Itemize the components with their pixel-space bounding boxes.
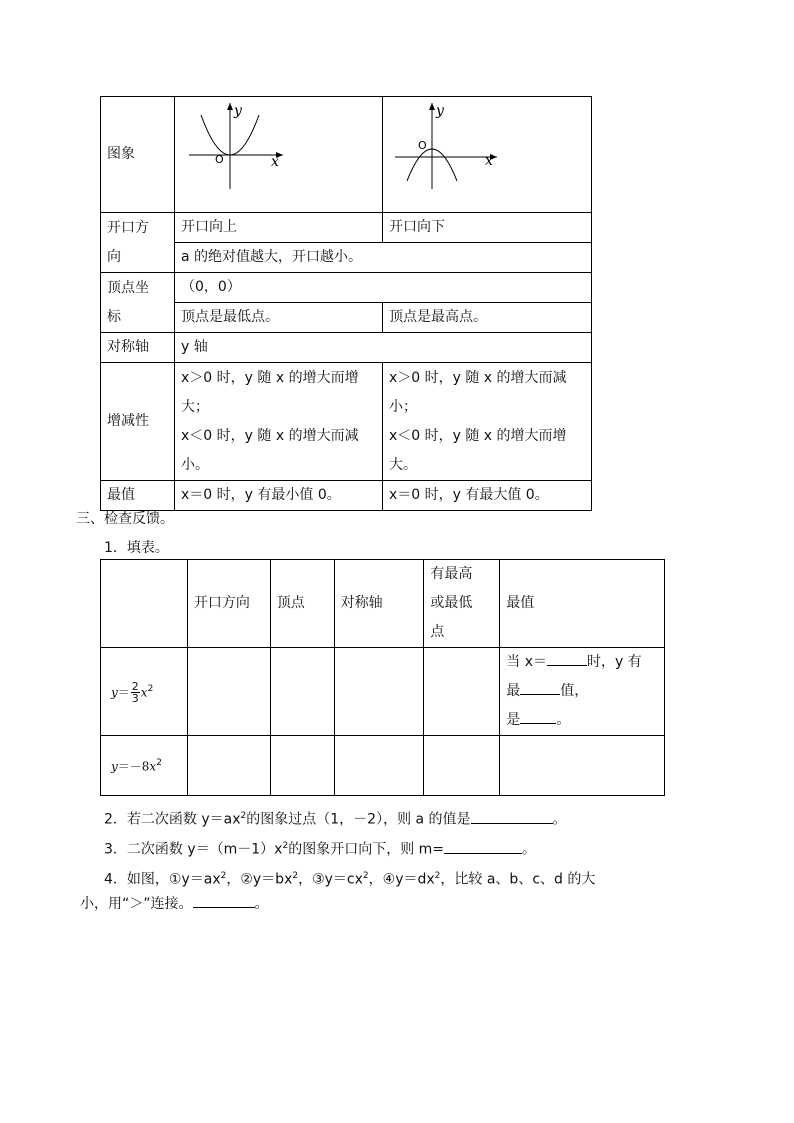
section-heading: 三、检查反馈。 bbox=[76, 511, 174, 527]
q4-func-c: ，③y＝cx bbox=[298, 871, 363, 888]
header-axis: 对称轴 bbox=[334, 560, 424, 648]
answer-cell-2-point[interactable] bbox=[424, 736, 500, 796]
graph-down-cell bbox=[382, 97, 591, 213]
opening-down-cell: 开口向下 bbox=[382, 213, 591, 243]
graph-down-x-label: x bbox=[484, 153, 493, 169]
header-high-low-line1: 有最高 bbox=[430, 566, 473, 582]
func2-var: x bbox=[149, 759, 157, 774]
header-high-low-line3: 点 bbox=[430, 624, 445, 640]
graph-down-y-label: y bbox=[435, 103, 444, 119]
graph-up-x-label: x bbox=[271, 154, 279, 170]
func1-fraction bbox=[131, 681, 140, 704]
fill-in-table bbox=[100, 559, 665, 796]
q4-text-end: 。 bbox=[254, 896, 269, 912]
extreme-text-most: 最 bbox=[506, 683, 521, 699]
row-label-axis: 对称轴 bbox=[101, 333, 175, 363]
q4-answer-blank[interactable] bbox=[193, 893, 255, 908]
question-1: 1．填表。 bbox=[104, 540, 169, 556]
q2-exponent: 2 bbox=[240, 811, 247, 821]
mono-right-line2: 小； bbox=[388, 398, 417, 415]
func2-eq: ＝－8 bbox=[117, 759, 150, 774]
q3-answer-blank[interactable] bbox=[444, 839, 522, 854]
header-extreme: 最值 bbox=[500, 560, 665, 648]
extreme-text-period: 。 bbox=[556, 712, 571, 728]
answer-cell-1-point[interactable] bbox=[424, 648, 500, 736]
mono-right-line4: 大。 bbox=[388, 456, 417, 473]
monotonic-right-cell bbox=[382, 363, 591, 481]
answer-cell-1-extreme bbox=[500, 648, 665, 736]
q2-text-middle: 的图象过点（1，－2），则 a 的值是 bbox=[246, 811, 471, 828]
graph-up-origin-label: O bbox=[215, 153, 224, 166]
header-high-low-line2: 或最低 bbox=[430, 595, 473, 611]
opening-note-cell: a 的绝对值越大，开口越小。 bbox=[175, 243, 592, 273]
vertex-lowest-cell: 顶点是最低点。 bbox=[175, 303, 383, 333]
mono-left-line1: x＞0 时，y 随 x 的增大而增 bbox=[181, 369, 359, 386]
vertex-highest-cell: 顶点是最高点。 bbox=[382, 303, 591, 333]
row-label-opening bbox=[101, 213, 175, 273]
row-label-vertex bbox=[101, 273, 175, 333]
func1-var: x bbox=[140, 685, 148, 700]
mono-left-line4: 小。 bbox=[181, 456, 210, 473]
mono-left-line3: x＜0 时，y 随 x 的增大而减 bbox=[181, 427, 359, 444]
q4-exp-d: 2 bbox=[434, 871, 441, 881]
q4-func-b: ，②y＝bx bbox=[226, 871, 293, 888]
header-empty-cell bbox=[101, 560, 188, 648]
row-label-opening-line2: 向 bbox=[107, 248, 121, 265]
header-high-low-point bbox=[424, 560, 500, 648]
properties-table bbox=[100, 96, 592, 511]
func1-eq: ＝ bbox=[117, 685, 130, 700]
func1-exp: 2 bbox=[147, 684, 154, 695]
row-label-extreme: 最值 bbox=[101, 481, 175, 511]
answer-cell-1-axis[interactable] bbox=[334, 648, 424, 736]
blank-extreme-value[interactable] bbox=[520, 709, 556, 724]
answer-cell-2-axis[interactable] bbox=[334, 736, 424, 796]
func1-numerator: 2 bbox=[131, 680, 139, 694]
vertex-cell: （0，0） bbox=[175, 273, 592, 303]
blank-max-min[interactable] bbox=[520, 680, 560, 695]
extreme-text-value: 值， bbox=[560, 683, 589, 699]
func2-lhs: y bbox=[111, 759, 118, 774]
function-cell-1 bbox=[101, 648, 188, 736]
parabola-down-graph bbox=[383, 97, 591, 201]
q3-exponent: 2 bbox=[282, 841, 289, 851]
row-label-vertex-line1: 顶点坐 bbox=[107, 279, 149, 296]
answer-cell-1-opening[interactable] bbox=[187, 648, 270, 736]
q4-exp-a: 2 bbox=[220, 871, 227, 881]
extreme-text-is: 是 bbox=[506, 712, 521, 728]
extreme-text-when: 当 x＝ bbox=[506, 654, 548, 670]
q4-compare-text: ，比较 a、b、c、d 的大 bbox=[440, 871, 596, 888]
answer-cell-2-extreme[interactable] bbox=[500, 736, 665, 796]
question-2 bbox=[104, 805, 567, 831]
row-label-monotonic: 增减性 bbox=[101, 363, 175, 481]
q2-answer-blank[interactable] bbox=[471, 809, 553, 824]
graph-up-cell bbox=[175, 97, 383, 213]
blank-x-value[interactable] bbox=[547, 651, 587, 666]
monotonic-left-cell bbox=[175, 363, 383, 481]
extreme-right-cell: x＝0 时，y 有最大值 0。 bbox=[382, 481, 591, 511]
question-3 bbox=[104, 835, 536, 861]
graph-up-y-label: y bbox=[234, 103, 242, 119]
q4-func-d: ，④y＝dx bbox=[368, 871, 435, 888]
function-cell-2 bbox=[101, 736, 188, 796]
extreme-line2 bbox=[506, 677, 658, 706]
header-opening: 开口方向 bbox=[187, 560, 270, 648]
q2-text-end: 。 bbox=[552, 811, 567, 828]
answer-cell-2-opening[interactable] bbox=[187, 736, 270, 796]
q3-text-middle: 的图象开口向下，则 m= bbox=[288, 841, 445, 858]
q3-text-end: 。 bbox=[522, 841, 537, 858]
func1-lhs: y bbox=[111, 685, 118, 700]
answer-cell-1-vertex[interactable] bbox=[270, 648, 334, 736]
mono-right-line3: x＜0 时，y 随 x 的增大而增 bbox=[388, 427, 567, 444]
func2-exp: 2 bbox=[156, 758, 162, 769]
answer-cell-2-vertex[interactable] bbox=[270, 736, 334, 796]
extreme-left-cell: x＝0 时，y 有最小值 0。 bbox=[175, 481, 383, 511]
extreme-line1 bbox=[506, 648, 658, 677]
mono-left-line2: 大； bbox=[181, 398, 210, 415]
extreme-line3 bbox=[506, 706, 658, 735]
question-4-line2 bbox=[80, 893, 269, 915]
func1-denominator: 3 bbox=[131, 692, 139, 706]
q4-func-a: 4．如图，①y＝ax bbox=[104, 871, 221, 888]
q4-connect-text: 小，用“＞”连接。 bbox=[80, 896, 193, 912]
question-4-line1 bbox=[104, 865, 595, 891]
graph-down-origin-label: O bbox=[417, 139, 427, 152]
header-vertex: 顶点 bbox=[270, 560, 334, 648]
axis-cell: y 轴 bbox=[175, 333, 592, 363]
q2-text-start: 2．若二次函数 y＝ax bbox=[104, 811, 241, 828]
parabola-up-graph bbox=[175, 97, 381, 201]
q4-exp-c: 2 bbox=[362, 871, 369, 881]
q3-text-start: 3．二次函数 y＝（m－1）x bbox=[104, 841, 283, 858]
mono-right-line1: x＞0 时，y 随 x 的增大而减 bbox=[388, 369, 567, 386]
row-label-image: 图象 bbox=[101, 97, 175, 213]
row-label-opening-line1: 开口方 bbox=[107, 219, 149, 236]
opening-up-cell: 开口向上 bbox=[175, 213, 383, 243]
extreme-text-y-has: 时，y 有 bbox=[587, 654, 642, 670]
row-label-vertex-line2: 标 bbox=[107, 308, 121, 325]
q4-exp-b: 2 bbox=[292, 871, 299, 881]
